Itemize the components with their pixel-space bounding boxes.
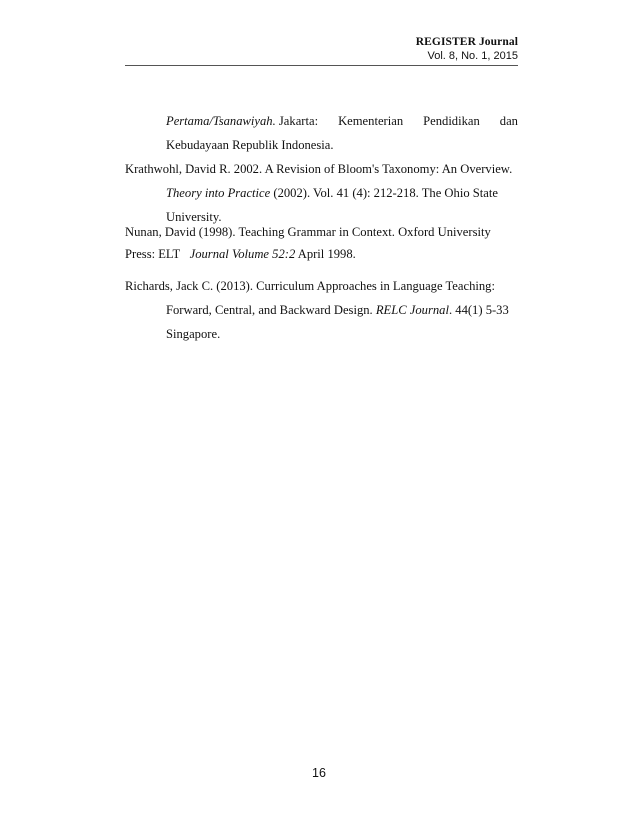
reference-title: Pertama/Tsanawiyah. [166, 114, 276, 128]
reference-line: University. [166, 210, 222, 224]
header-rule [125, 65, 518, 66]
reference-line: Singapore. [166, 327, 221, 341]
reference-line: Nunan, David (1998). Teaching Grammar in Context. Oxford University [125, 225, 491, 239]
volume-info: Vol. 8, No. 1, 2015 [427, 50, 518, 62]
reference-line: Press: ELT Journal Volume 52:2 April 1998. [125, 247, 356, 261]
reference-line: Krathwohl, David R. 2002. A Revision of Bloom's Taxonomy: An Overview. [125, 162, 513, 176]
running-header [416, 36, 518, 62]
reference-title: RELC Journal [375, 303, 449, 317]
reference-title: Theory into Practice [166, 186, 271, 200]
page-number: 16 [312, 766, 326, 780]
reference-line: Richards, Jack C. (2013). Curriculum Approaches in Language Teaching: [125, 279, 495, 293]
reference-line: Theory into Practice (2002). Vol. 41 (4): 212-218. The Ohio State [166, 186, 498, 200]
reference-line: Pertama/Tsanawiyah. Jakarta: Kementerian Pendidikan dan [166, 114, 518, 128]
reference-title: Journal Volume 52:2 [189, 247, 296, 261]
reference-line: Kebudayaan Republik Indonesia. [166, 138, 334, 152]
reference-line: Forward, Central, and Backward Design. RELC Journal. 44(1) 5-33 [166, 303, 509, 317]
journal-name: REGISTER Journal [415, 36, 518, 48]
